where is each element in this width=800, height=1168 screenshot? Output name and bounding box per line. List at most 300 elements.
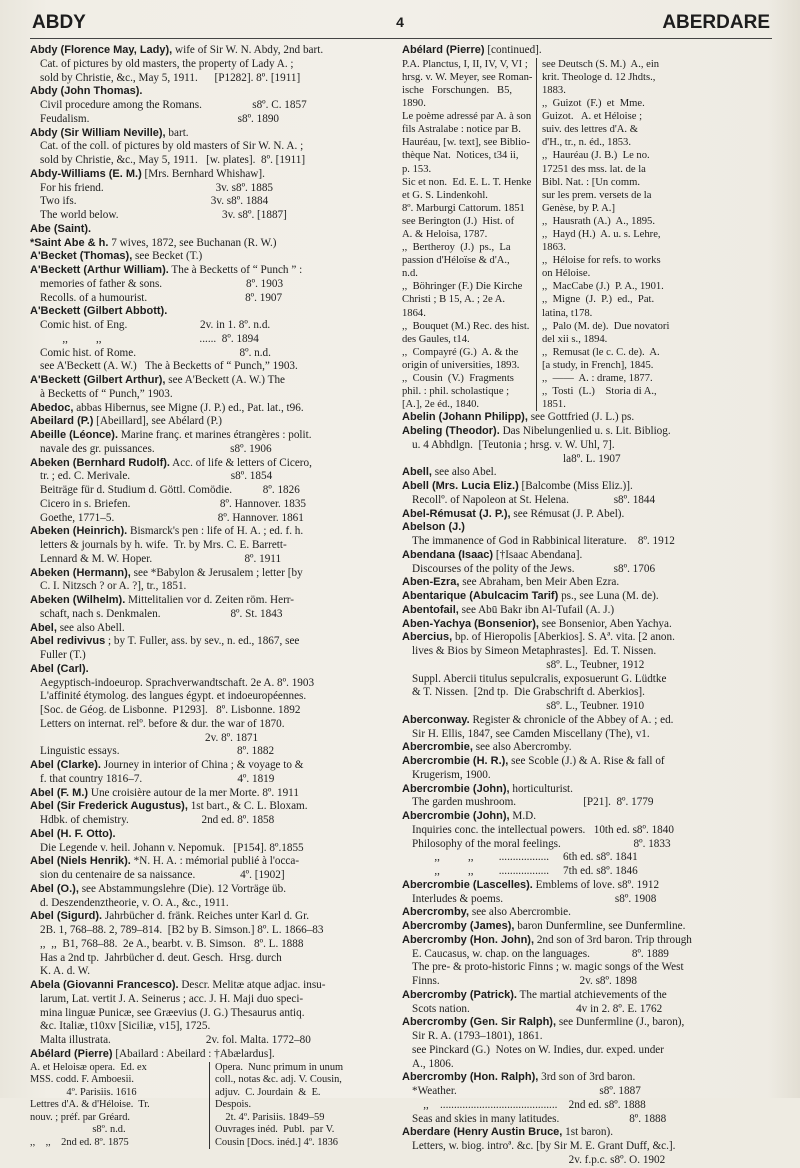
entry-heading-rest: see A'Beckett (A. W.) The	[165, 374, 286, 386]
entry-heading-line	[402, 508, 774, 522]
catalogue-entry	[402, 508, 774, 522]
entry-heading: A'Beckett (Arthur William).	[30, 264, 169, 276]
entry-line: 2v. f.p.c. s8º. O. 1902	[412, 1153, 666, 1166]
entry-heading-rest: [Balcombe (Miss Eliz.)].	[518, 480, 633, 493]
entry-line: Comic hist. of Eng. 2v. in 1. 8º. n.d.	[40, 319, 271, 331]
split-entry-columns	[30, 1062, 390, 1150]
catalogue-entry	[30, 828, 390, 856]
entry-heading-line	[402, 714, 774, 728]
entry-heading-line	[402, 590, 774, 604]
entry-heading-rest: see Abraham, ben Meir Aben Ezra.	[459, 576, 620, 589]
entry-heading-line	[30, 264, 390, 278]
split-right	[210, 1062, 390, 1150]
entry-line: Suppl. Abercii titulus sepulcralis, exposuerunt G. Lüdtke	[412, 672, 667, 685]
entry-heading-line	[30, 402, 390, 416]
entry-line: Discourses of the polity of the Jews. s8º. 1706	[412, 562, 656, 575]
entry-line: Feudalism. s8º. 1890	[40, 112, 280, 125]
catalogue-entry	[30, 127, 390, 168]
entry-heading-line	[30, 85, 390, 99]
entry-heading: Abercrombie (H. R.),	[402, 755, 509, 768]
entry-line: ,, ,, ...... 8º. 1894	[40, 332, 259, 345]
entry-line: Linguistic essays. 8º. 1882	[40, 745, 275, 758]
entry-line: schaft, nach s. Denkmalen. 8º. St. 1843	[40, 607, 283, 620]
entry-line: Letters, w. biog. introª. &c. [by Sir M. E. Grant Duff, &c.].	[412, 1140, 676, 1153]
entry-line: letters & journals by h. wife. Tr. by Mrs. C. E. Barrett-	[40, 539, 287, 551]
split-line: ,, Compayré (G.) A. & the	[402, 346, 519, 358]
split-line: 1851.	[542, 399, 566, 411]
entry-heading-line	[30, 429, 390, 443]
split-line: A. et Heloisæ opera. Ed. ex	[30, 1061, 147, 1073]
entry-heading-rest: M.D.	[509, 810, 536, 823]
entry-line: mina linguæ Punicæ, see Græevius (J. G.) Thesaurus antiq.	[40, 1006, 305, 1019]
entry-heading-line	[402, 521, 774, 535]
entry-line: à Becketts of “ Punch,” 1903.	[40, 387, 173, 400]
split-line: Cousin [Docs. inéd.] 4º. 1836	[215, 1136, 338, 1148]
entry-heading: Abel-Rémusat (J. P.),	[402, 507, 511, 520]
catalogue-entry	[402, 906, 774, 920]
split-line: hrsg. v. W. Meyer, see Roman-	[402, 71, 533, 83]
entry-heading-line	[402, 576, 774, 590]
entry-heading-line	[402, 1126, 774, 1140]
split-line: 17251 des mss. lat. de la	[542, 163, 646, 175]
catalogue-entry	[402, 989, 774, 1017]
entry-line: 2v. 8º. 1871	[40, 731, 259, 744]
catalogue-entry	[402, 1126, 774, 1167]
split-line: ,, Böhringer (F.) Die Kirche	[402, 281, 523, 293]
split-line: Bibl. Nat. : [Un comm.	[542, 176, 640, 188]
entry-heading-line	[30, 457, 390, 471]
entry-heading: Abercrombie (Lascelles).	[402, 878, 533, 891]
split-line: ,, Cousin (V.) Fragments	[402, 373, 514, 384]
entry-heading-rest: 1st baron).	[562, 1126, 614, 1139]
entry-line: Comic hist. of Rome. 8º. n.d.	[40, 346, 271, 359]
split-line: ,, Bouquet (M.) Rec. des hist.	[402, 320, 530, 332]
entry-heading-line	[402, 618, 774, 632]
entry-heading: *Saint Abe & h.	[30, 236, 109, 249]
catalogue-entry	[30, 525, 390, 566]
catalogue-entry	[30, 594, 390, 622]
entry-heading-rest: [Mrs. Bernhard Whishaw].	[141, 167, 265, 180]
entry-heading-rest: The martial atchievements of the	[516, 988, 667, 1001]
entry-line: Aegyptisch-indoeurop. Sprachverwandtschaft. 2e A. 8º. 1903	[40, 676, 315, 689]
entry-line: *Weather. s8º. 1887	[412, 1085, 641, 1098]
entry-heading-rest: see Scoble (J.) & A. Rise & fall of	[508, 755, 665, 768]
entry-heading: Abeken (Bernhard Rudolf).	[30, 456, 170, 469]
entry-heading-line	[30, 787, 390, 801]
split-line: n.d.	[402, 268, 418, 280]
entry-line: Has a 2nd tp. Jahrbücher d. deut. Gesch. Hrsg. durch	[40, 951, 282, 964]
catalogue-entry	[30, 44, 390, 85]
catalogue-entry	[402, 920, 774, 934]
split-line: ,, Hauréau (J. B.) Le no.	[542, 150, 650, 162]
entry-heading-line	[402, 466, 774, 480]
split-left	[402, 58, 537, 412]
entry-line: The pre- & proto-historic Finns ; w. magic songs of the West	[412, 961, 684, 974]
split-line: 2t. 4º. Parisiis. 1849–59	[215, 1111, 325, 1123]
entry-heading: Abel (Carl).	[30, 662, 89, 675]
entry-line: Letters on internat. relº. before & dur. the war of 1870.	[40, 717, 285, 730]
entry-heading-rest: 1st bart., & C. L. Bloxam.	[187, 800, 308, 813]
entry-heading-rest: see also Abercrombie.	[469, 906, 571, 919]
split-line: 1864.	[402, 307, 426, 319]
entry-line: Recollº. of Napoleon at St. Helena. s8º. 1844	[412, 493, 656, 506]
entry-line: L'affinité étymolog. des langues égypt. et indoeuropéennes.	[40, 690, 307, 703]
entry-heading-rest: Journey in interior of China ; & voyage to &	[100, 759, 304, 771]
entry-heading: Abercrombie (John),	[402, 810, 510, 823]
catalogue-entry	[402, 590, 774, 604]
entry-heading-rest: [continued].	[484, 44, 542, 56]
left-column	[30, 44, 390, 1149]
catalogue-entry	[30, 663, 390, 759]
entry-heading-rest: Mittelitalien vor d. Zeiten röm. Herr-	[125, 594, 295, 606]
entry-heading-line	[30, 305, 390, 319]
entry-line: & T. Nissen. [2nd tp. Die Grabschrift d. Aberkios].	[412, 686, 645, 699]
entry-heading-rest: see Gottfried (J. L.) ps.	[527, 411, 635, 424]
catalogue-entry	[402, 631, 774, 714]
entry-heading-line	[402, 783, 774, 797]
header-left: ABDY	[32, 12, 86, 33]
entry-heading-rest: see Dunfermline (J., baron),	[556, 1016, 685, 1029]
entry-heading-line	[30, 663, 390, 677]
entry-line: ,, .......................................... 2nd ed. s8º. 1888	[412, 1098, 646, 1111]
entry-line: Civil procedure among the Romans. s8º. C. 1857	[40, 99, 307, 111]
entry-heading-rest: see also Abell.	[56, 621, 125, 634]
entry-heading-line	[30, 759, 390, 773]
entry-heading: Abelson (J.)	[402, 521, 465, 534]
split-line: ,, MacCabe (J.) P. A., 1901.	[542, 281, 664, 293]
entry-line: Philosophy of the moral feelings. 8º. 1833	[412, 837, 671, 850]
entry-heading-rest: [†Isaac Abendana].	[493, 548, 583, 561]
split-line: latina, t178.	[542, 307, 593, 319]
split-line: 1883.	[542, 84, 566, 96]
entry-heading: Abentofail,	[402, 603, 459, 616]
entry-heading: Abel (H. F. Otto).	[30, 827, 116, 840]
entry-line: Cat. of pictures by old masters, the property of Lady A. ;	[40, 57, 294, 70]
split-line: Christi ; B 15, A. ; 2e A.	[402, 294, 506, 306]
entry-line: Krugerism, 1900.	[412, 768, 491, 781]
entry-heading-line	[30, 168, 390, 182]
entry-heading-line	[30, 635, 390, 649]
split-line: ,, Palo (M. de). Due novatori	[542, 320, 670, 332]
entry-heading-rest: horticulturist.	[509, 782, 573, 795]
entry-heading: Abercromby (Hon. John),	[402, 933, 535, 946]
entry-line: The immanence of God in Rabbinical literature. 8º. 1912	[412, 535, 675, 548]
split-line: Lettres d'A. & d'Héloise. Tr.	[30, 1099, 150, 1110]
entry-line: s8º. L., Teubner. 1910	[412, 700, 645, 713]
entry-heading-line	[30, 828, 390, 842]
entry-heading-rest: Bismarck's pen : life of H. A. ; ed. f. h.	[127, 525, 304, 538]
entry-heading-line	[402, 1016, 774, 1030]
split-line: Hauréau, [w. text], see Biblio-	[402, 137, 530, 149]
split-line: krit. Theologe d. 12 Jhdts.,	[542, 71, 656, 83]
entry-heading-rest: The à Becketts of “ Punch ” :	[168, 264, 303, 276]
entry-heading: Abel,	[30, 621, 57, 634]
split-line: Genèse, by P. A.]	[542, 202, 615, 214]
entry-heading-line	[30, 800, 390, 814]
entry-heading-rest: baron Dunfermline, see Dunfermline.	[514, 920, 686, 933]
entry-heading-line	[402, 425, 774, 439]
entry-heading: Abdy (Florence May, Lady),	[30, 44, 173, 56]
entry-heading-line	[402, 906, 774, 920]
entry-heading-line	[402, 44, 774, 58]
catalogue-entry	[30, 85, 390, 126]
entry-heading: A'Beckett (Gilbert Arthur),	[30, 374, 166, 386]
catalogue-entry	[402, 576, 774, 590]
entry-line: For his friend. 3v. s8º. 1885	[40, 181, 274, 194]
split-line: d'H., tr., n. éd., 1853.	[542, 137, 632, 149]
entry-heading-line	[30, 250, 390, 264]
split-line: Sic et non. Ed. E. L. T. Henke	[402, 176, 532, 188]
entry-heading-line	[30, 415, 390, 429]
split-line: origin of universities, 1893.	[402, 359, 520, 371]
catalogue-entry	[30, 635, 390, 663]
entry-heading-line	[402, 879, 774, 893]
entry-line: see Pinckard (G.) Notes on W. Indies, dur. exped. under	[412, 1043, 664, 1056]
entry-heading: Abercromby,	[402, 906, 470, 919]
split-line: 4º. Parisiis. 1616	[30, 1086, 137, 1098]
entry-line: Finns. 2v. s8º. 1898	[412, 975, 637, 988]
entry-line: lives & Bios by Simeon Metaphrastes]. Ed. T. Nissen.	[412, 645, 657, 658]
catalogue-entry	[402, 934, 774, 989]
entry-heading-rest: see Abstammungslehre (Die). 12 Vorträge üb.	[78, 882, 287, 895]
split-line: Le poème adressé par A. à son	[402, 111, 532, 123]
catalogue-entry	[402, 714, 774, 742]
split-line: A. & Heloisa, 1787.	[402, 228, 488, 240]
split-line: ,, Hayd (H.) A. u. s. Lehre,	[542, 228, 661, 240]
catalogue-entry	[30, 237, 390, 251]
entry-heading: Abercromby (Patrick).	[402, 988, 517, 1001]
catalogue-entry	[30, 759, 390, 787]
entry-heading-line	[402, 934, 774, 948]
entry-heading: Abélard (Pierre)	[30, 1047, 113, 1060]
entry-heading-rest: [Abailard : Abeilard : †Abælardus].	[112, 1047, 275, 1060]
entry-heading: Abercrombie,	[402, 741, 473, 754]
split-line: Opera. Nunc primum in unum	[215, 1061, 344, 1073]
entry-heading-line	[402, 480, 774, 494]
entry-heading: Abdy (Sir William Neville),	[30, 126, 166, 139]
entry-heading-rest: 3rd son of 3rd baron.	[538, 1071, 636, 1084]
split-line: p. 153.	[402, 163, 432, 175]
split-line: Ouvrages inéd. Publ. par V.	[215, 1124, 335, 1135]
entry-line: K. A. d. W.	[40, 965, 91, 978]
entry-heading-rest: Das Nibelungenlied u. s. Lit. Bibliog.	[499, 425, 671, 438]
entry-heading-rest: Acc. of life & letters of Cicero,	[169, 456, 312, 469]
split-line: fils Astralabe : notice par B.	[402, 124, 521, 136]
catalogue-entry	[30, 250, 390, 264]
entry-heading: Abeken (Wilhelm).	[30, 594, 126, 606]
catalogue-entry	[30, 415, 390, 429]
entry-heading-rest: see also Abercromby.	[472, 741, 572, 754]
split-line: nouv. ; préf. par Gréard.	[30, 1111, 131, 1123]
split-line: coll., notas &c. adj. V. Cousin,	[215, 1074, 342, 1085]
split-line: ,, Remusat (le c. C. de). A.	[542, 346, 660, 358]
entry-heading-line	[30, 855, 390, 869]
catalogue-entry	[30, 429, 390, 457]
entry-line: la8º. L. 1907	[412, 452, 621, 465]
catalogue-entry	[402, 879, 774, 907]
entry-heading: A'Becket (Thomas),	[30, 250, 133, 263]
entry-heading-line	[30, 883, 390, 897]
entry-line: memories of father & sons. 8º. 1903	[40, 277, 284, 290]
entry-heading: Abeilard (P.)	[30, 415, 94, 428]
page-number: 4	[396, 14, 404, 30]
catalogue-entry	[402, 480, 774, 508]
entry-heading-rest: see *Babylon & Jerusalem ; letter [by	[130, 566, 303, 579]
catalogue-entry	[402, 810, 774, 879]
catalogue-entry	[30, 787, 390, 801]
entry-line: Hdbk. of chemistry. 2nd ed. 8º. 1858	[40, 814, 275, 826]
entry-line: Two ifs. 3v. s8º. 1884	[40, 195, 269, 208]
entry-line: see A'Beckett (A. W.) The à Becketts of “ Punch,” 1903.	[40, 360, 298, 373]
entry-line: sold by Christie, &c., May 5, 1911. [P1282]. 8º. [1911]	[40, 71, 301, 84]
entry-heading-rest: see also Abel.	[431, 466, 497, 479]
entry-heading-rest: wife of Sir W. N. Abdy, 2nd bart.	[172, 44, 324, 56]
entry-heading: Aben-Ezra,	[402, 576, 460, 589]
entry-heading-rest: abbas Hibernus, see Migne (J. P.) ed., Pat. lat., t96.	[73, 401, 304, 414]
entry-heading: Abdy-Williams (E. M.)	[30, 167, 142, 180]
entry-heading: Abeille (Léonce).	[30, 429, 119, 441]
catalogue-entry	[30, 855, 390, 883]
entry-heading: Aberconway.	[402, 713, 470, 726]
entry-heading: A'Beckett (Gilbert Abbott).	[30, 305, 168, 318]
entry-heading-rest: see Abū Bakr ibn Al-Tufail (A. J.)	[458, 603, 615, 616]
entry-line: ,, ,, .................. 7th ed. s8º. 1846	[412, 865, 638, 878]
entry-heading-line	[402, 549, 774, 563]
entry-line: Scots nation. 4v in 2. 8º. E. 1762	[412, 1002, 663, 1015]
entry-heading-line	[30, 979, 390, 993]
entry-line: Cicero in s. Briefen. 8º. Hannover. 1835	[40, 497, 307, 510]
entry-line: C. I. Nitzsch ? or A. ?], tr., 1851.	[40, 580, 187, 593]
split-line: ,, ,, 2nd ed. 8º. 1875	[30, 1136, 129, 1148]
entry-heading-rest: Register & chronicle of the Abbey of A. ; ed.	[469, 713, 674, 726]
entry-heading: Abel (O.),	[30, 882, 79, 895]
entry-heading: Abel (Clarke).	[30, 759, 101, 771]
entry-line: The world below. 3v. s8º. [1887]	[40, 209, 287, 221]
split-line: suiv. des lettres d'A. &	[542, 124, 638, 136]
entry-heading-rest: ; by T. Fuller, ass. by sev., n. ed., 1867, see	[105, 635, 300, 648]
entry-heading: Abdy (John Thomas).	[30, 85, 143, 98]
entry-line: A., 1806.	[412, 1057, 454, 1070]
entry-heading: Abentarique (Abulcacim Tarif)	[402, 590, 559, 603]
entry-heading-rest: see Rémusat (J. P. Abel).	[510, 507, 625, 520]
entry-heading: Abeken (Hermann),	[30, 566, 131, 579]
catalogue-entry	[30, 979, 390, 1048]
entry-heading-rest: see Becket (T.)	[132, 250, 203, 263]
split-line: del xii s., 1894.	[542, 333, 608, 345]
entry-line: Cat. of the coll. of pictures by old masters of Sir W. N. A. ;	[40, 140, 304, 153]
entry-heading-rest: see Bonsenior, Aben Yachya.	[538, 617, 672, 630]
entry-heading-line	[402, 920, 774, 934]
entry-line: s8º. L., Teubner, 1912	[412, 658, 645, 671]
entry-line: d. Deszendenztheorie, v. O. A., &c., 1911.	[40, 896, 229, 909]
split-line: des Gaules, t14.	[402, 333, 470, 345]
catalogue-entry	[30, 305, 390, 374]
entry-heading-line	[402, 741, 774, 755]
entry-heading-rest: *N. H. A. : mémorial publié à l'occa-	[130, 855, 300, 868]
entry-heading-rest: Descr. Melitæ atque adjac. insu-	[178, 979, 326, 991]
entry-heading-rest: bart.	[165, 126, 189, 139]
entry-heading-line	[402, 755, 774, 769]
catalogue-entry	[402, 741, 774, 755]
catalogue-entry	[30, 168, 390, 223]
catalogue-entry	[30, 223, 390, 237]
entry-heading: Abe (Saint).	[30, 222, 92, 235]
entry-heading: Abel (F. M.)	[30, 786, 89, 799]
entry-heading: Abel (Sir Frederick Augustus),	[30, 800, 188, 813]
catalogue-entry	[402, 604, 774, 618]
split-line: phil. : phil. scholastique ;	[402, 386, 510, 398]
split-line: 1863.	[542, 242, 566, 254]
split-line: thèque Nat. Notices, t34 ii,	[402, 150, 519, 162]
entry-heading-line	[30, 237, 390, 251]
entry-heading-line	[30, 127, 390, 141]
split-line: adjuv. C. Jourdain & E.	[215, 1086, 321, 1098]
entry-heading: Aben-Yachya (Bonsenior),	[402, 617, 539, 630]
catalogue-entry	[402, 521, 774, 549]
entry-heading: Abell (Mrs. Lucia Eliz.)	[402, 480, 519, 493]
entry-heading-line	[402, 1071, 774, 1085]
split-line: ,, —— A. : drame, 1877.	[542, 373, 653, 384]
entry-line: Inquiries conc. the intellectual powers. 10th ed. s8º. 1840	[412, 823, 674, 836]
split-line: [A.], 2e éd., 1840.	[402, 399, 480, 411]
entry-line: &c. Italiæ, t10xv [Siciliæ, v15], 1725.	[40, 1020, 211, 1033]
entry-line: u. 4 Abhdlgn. [Teutonia ; hrsg. v. W. Uhl, 7].	[412, 438, 615, 451]
split-line: ,, Tosti (L.) Storia di A.,	[542, 386, 657, 398]
entry-heading: Abercrombie (John),	[402, 782, 510, 795]
split-entry-columns	[402, 58, 774, 412]
entry-heading: Abercromby (Hon. Ralph),	[402, 1071, 539, 1084]
entry-line: Fuller (T.)	[40, 649, 86, 661]
catalogue-entry	[30, 910, 390, 979]
split-line: 1890.	[402, 98, 426, 110]
split-line: s8º. n.d.	[30, 1124, 126, 1135]
entry-heading: Abercromby (Gen. Sir Ralph),	[402, 1016, 557, 1029]
entry-line: Lennard & M. W. Hoper. 8º. 1911	[40, 552, 282, 565]
split-line: sur les prem. versets de la	[542, 189, 652, 201]
entry-line: sold by Christie, &c., May 5, 1911. [w. plates]. 8º. [1911]	[40, 154, 306, 166]
entry-heading: Abela (Giovanni Francesco).	[30, 979, 179, 991]
entry-heading-line	[402, 604, 774, 618]
split-line: ,, Migne (J. P.) ed., Pat.	[542, 294, 655, 306]
split-line: see Berington (J.) Hist. of	[402, 215, 515, 227]
entry-heading: Abélard (Pierre)	[402, 44, 485, 56]
entry-heading: Abercromby (James),	[402, 920, 515, 933]
entry-line: tr. ; ed. C. Merivale. s8º. 1854	[40, 470, 273, 483]
catalogue-entry	[402, 1071, 774, 1126]
entry-heading-rest: Marine franç. et marines étrangères : polit.	[118, 429, 312, 441]
split-line: ,, Hausrath (A.) A., 1895.	[542, 215, 655, 227]
entry-line: Goethe, 1771–5. 8º. Hannover. 1861	[40, 511, 304, 524]
entry-heading-line	[402, 810, 774, 824]
entry-heading-line	[30, 44, 390, 58]
header-right: ABERDARE	[662, 12, 770, 33]
entry-line: Beiträge für d. Studium d. Göttl. Comödie. 8º. 1826	[40, 484, 300, 496]
entry-line: navale des gr. puissances. s8º. 1906	[40, 442, 272, 455]
entry-heading-rest: Emblems of love. s8º. 1912	[532, 878, 660, 891]
entry-heading-line	[402, 989, 774, 1003]
entry-heading-rest: [Abeillard], see Abélard (P.)	[93, 415, 222, 428]
split-line: Guizot. A. et Héloise ;	[542, 111, 643, 123]
entry-heading-line	[30, 567, 390, 581]
entry-heading-rest: Une croisière autour de la mer Morte. 8º. 1911	[88, 786, 299, 799]
entry-heading: Abeken (Heinrich).	[30, 525, 128, 538]
entry-heading: Abell,	[402, 466, 432, 479]
right-column	[402, 44, 774, 1168]
running-header	[30, 12, 770, 38]
entry-heading: Abel (Sigurd).	[30, 910, 103, 923]
entry-line: sion du centenaire de sa naissance. 4º. [1902]	[40, 869, 285, 881]
entry-heading: Abendana (Isaac)	[402, 548, 494, 561]
